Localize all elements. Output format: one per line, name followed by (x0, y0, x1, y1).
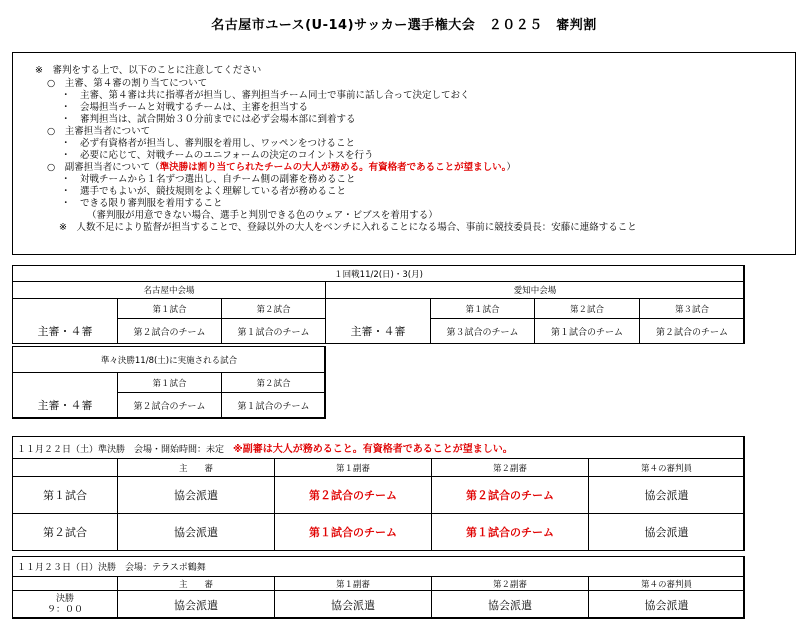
note-heading-assignment: ○ 主審、第４審の割り当てについて (47, 78, 208, 89)
header-game1: 第１試合 (118, 373, 222, 393)
note-item: ・ 必要に応じて、対戦チームのユニフォームの決定のコイントスを行う (61, 150, 374, 161)
assignment-cell: 第３試合のチーム (431, 319, 535, 344)
assignment-cell: 第１試合のチーム (535, 319, 640, 344)
header-ar1: 第１副審 (275, 577, 432, 591)
final-label: 決勝 (55, 593, 74, 604)
assignment-cell: 第２試合のチーム (640, 319, 745, 344)
note-item: ・ 対戦チームから１名ずつ選出し、自チーム側の副審を務めること (61, 174, 356, 185)
notes-intro: ※ 審判をする上で、以下のことに注意してください (35, 65, 262, 76)
note-heading-assistant-end: ） (506, 162, 516, 173)
header-game3: 第３試合 (640, 299, 745, 319)
header-game2: 第２試合 (222, 373, 326, 393)
header-fourth: 第４の審判員 (589, 459, 745, 477)
row-label: 第２試合 (13, 514, 118, 551)
header-ar2: 第２副審 (432, 459, 589, 477)
assignment-cell: 第２試合のチーム (432, 477, 589, 514)
header-main-referee: 主 審 (118, 459, 275, 477)
assignment-cell: 協会派遣 (589, 477, 745, 514)
role-label: 主審・４審 (13, 319, 118, 344)
assignment-cell: 第１試合のチーム (222, 319, 326, 344)
role-label: 主審・４審 (326, 319, 431, 344)
assignment-cell: 協会派遣 (589, 591, 745, 619)
header-fourth: 第４の審判員 (589, 577, 745, 591)
note-item: ・ 主審、第４審は共に指導者が担当し、審判担当チーム同士で事前に話し合って決定しておく (61, 90, 470, 101)
note-item: ・ 会場担当チームと対戦するチームは、主審を担当する (61, 102, 309, 113)
final-table (12, 556, 745, 619)
note-warning: ※ 人数不足により監督が担当することで、登録以外の大人をベンチに入れることになる場合、事前に競技委員長：安藤に連絡すること (59, 222, 637, 233)
header-ar2: 第２副審 (432, 577, 589, 591)
role-label: 主審・４審 (13, 393, 118, 419)
header-game2: 第２試合 (535, 299, 640, 319)
round1-caption: １回戦11/2(日)・3(月) (13, 266, 745, 282)
page-title: 名古屋市ユース(U-14)サッカー選手権大会 ２０２５ 審判割 (211, 18, 597, 33)
assignment-cell: 協会派遣 (118, 514, 275, 551)
final-caption: １１月２３日（日）決勝 会場：テラスポ鶴舞 (13, 557, 745, 577)
assignment-cell: 第２試合のチーム (118, 319, 222, 344)
qf-table (12, 346, 326, 419)
assignment-cell: 第２試合のチーム (118, 393, 222, 419)
header-game1: 第１試合 (431, 299, 535, 319)
header-game2: 第２試合 (222, 299, 326, 319)
note-assistant-red: 準決勝は割り当てられたチームの大人が務める。有資格者であることが望ましい。 (159, 162, 507, 173)
sf-caption (13, 437, 745, 459)
venue-nagoya: 名古屋中会場 (13, 282, 326, 299)
note-item: ・ 選手でもよいが、競技規則をよく理解している者が務めること (61, 186, 347, 197)
sf-caption-red: ※副審は大人が務めること。有資格者であることが望ましい。 (233, 444, 513, 455)
assignment-cell: 協会派遣 (275, 591, 432, 619)
header-game1: 第１試合 (118, 299, 222, 319)
assignment-cell: 協会派遣 (432, 591, 589, 619)
header-main-referee: 主 審 (118, 577, 275, 591)
final-label-cell (13, 591, 118, 619)
note-item: ・ 必ず有資格者が担当し、審判服を着用し、ワッペンをつけること (61, 138, 356, 149)
note-item: ・ できる限り審判服を着用すること (61, 198, 223, 209)
note-item: （審判服が用意できない場合、選手と判別できる色のウェア・ビブスを着用する） (87, 210, 438, 221)
assignment-cell: 第２試合のチーム (275, 477, 432, 514)
assignment-cell: 第１試合のチーム (222, 393, 326, 419)
note-heading-assistant (47, 162, 516, 174)
assignment-cell: 第１試合のチーム (432, 514, 589, 551)
note-item: ・ 審判担当は、試合開始３０分前までには必ず会場本部に到着する (61, 114, 356, 125)
assignment-cell: 協会派遣 (118, 591, 275, 619)
qf-caption: 準々決勝11/8(土)に実施される試合 (13, 347, 326, 373)
row-label: 第１試合 (13, 477, 118, 514)
assignment-cell: 協会派遣 (118, 477, 275, 514)
venue-aichi: 愛知中会場 (326, 282, 745, 299)
round1-table (12, 265, 745, 344)
assignment-cell: 協会派遣 (589, 514, 745, 551)
assignment-cell: 第１試合のチーム (275, 514, 432, 551)
sf-table (12, 436, 745, 551)
notes-box (12, 52, 796, 255)
final-time: ９：００ (46, 604, 83, 615)
header-ar1: 第１副審 (275, 459, 432, 477)
note-heading-assistant-text: ○ 副審担当者について（ (47, 162, 160, 173)
note-heading-referee: ○ 主審担当者について (47, 126, 151, 137)
sf-caption-text: １１月２２日（土）準決勝 会場・開始時間：未定 (17, 445, 225, 455)
